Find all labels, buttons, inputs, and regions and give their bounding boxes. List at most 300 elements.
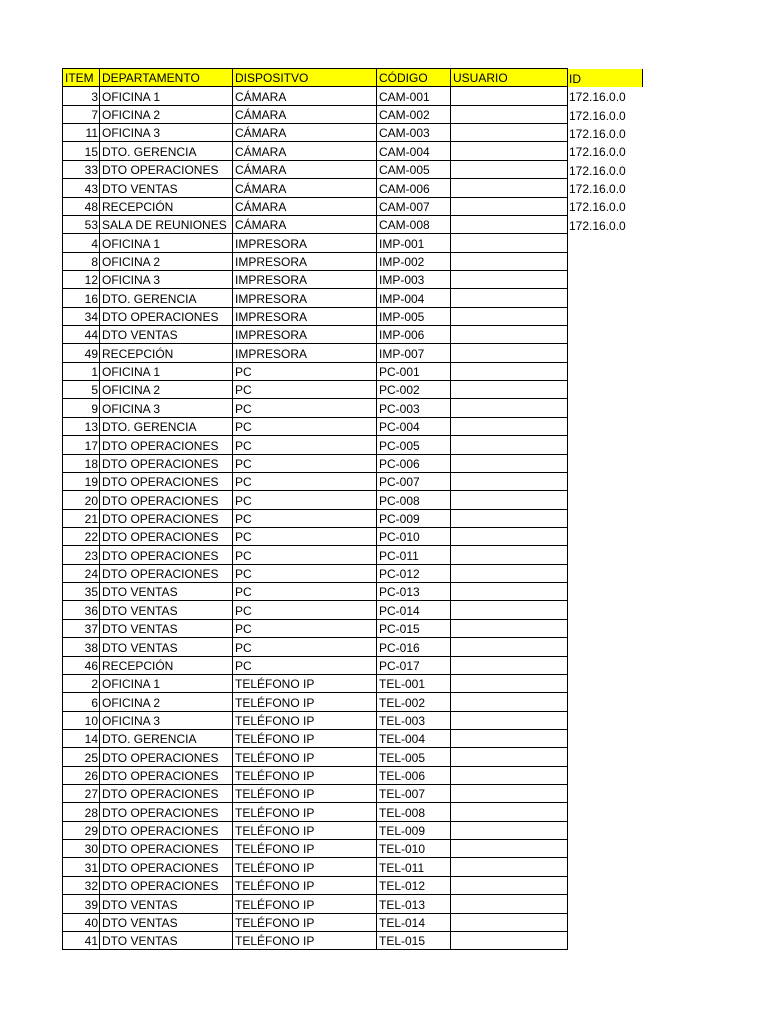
cell-item[interactable]: 2	[63, 674, 100, 692]
cell-id[interactable]	[568, 729, 643, 747]
cell-id[interactable]	[568, 472, 643, 490]
cell-usuario[interactable]	[451, 564, 568, 582]
cell-id[interactable]: 172.16.0.0	[568, 215, 643, 233]
cell-dispositivo[interactable]: TELÉFONO IP	[233, 711, 377, 729]
cell-dispositivo[interactable]: CÁMARA	[233, 105, 377, 123]
cell-usuario[interactable]	[451, 234, 568, 252]
cell-codigo[interactable]: IMP-001	[377, 234, 451, 252]
cell-codigo[interactable]: TEL-013	[377, 895, 451, 913]
cell-usuario[interactable]	[451, 729, 568, 747]
cell-dispositivo[interactable]: IMPRESORA	[233, 270, 377, 288]
cell-codigo[interactable]: TEL-012	[377, 876, 451, 894]
cell-id[interactable]	[568, 913, 643, 931]
cell-codigo[interactable]: TEL-009	[377, 821, 451, 839]
cell-codigo[interactable]: CAM-004	[377, 142, 451, 160]
cell-usuario[interactable]	[451, 124, 568, 142]
cell-dispositivo[interactable]: PC	[233, 436, 377, 454]
header-id[interactable]: ID	[568, 69, 643, 87]
cell-usuario[interactable]	[451, 638, 568, 656]
cell-usuario[interactable]	[451, 840, 568, 858]
cell-id[interactable]	[568, 362, 643, 380]
cell-dispositivo[interactable]: PC	[233, 601, 377, 619]
cell-usuario[interactable]	[451, 527, 568, 545]
cell-departamento[interactable]: DTO OPERACIONES	[100, 858, 233, 876]
cell-id[interactable]	[568, 307, 643, 325]
cell-codigo[interactable]: CAM-006	[377, 179, 451, 197]
cell-id[interactable]	[568, 840, 643, 858]
cell-dispositivo[interactable]: PC	[233, 472, 377, 490]
cell-usuario[interactable]	[451, 197, 568, 215]
cell-codigo[interactable]: TEL-007	[377, 785, 451, 803]
cell-departamento[interactable]: DTO VENTAS	[100, 638, 233, 656]
cell-codigo[interactable]: PC-002	[377, 381, 451, 399]
cell-id[interactable]: 172.16.0.0	[568, 105, 643, 123]
cell-codigo[interactable]: CAM-008	[377, 215, 451, 233]
cell-codigo[interactable]: TEL-014	[377, 913, 451, 931]
cell-item[interactable]: 1	[63, 362, 100, 380]
table-row	[63, 326, 643, 344]
cell-departamento[interactable]: OFICINA 1	[100, 674, 233, 692]
cell-departamento[interactable]: DTO. GERENCIA	[100, 417, 233, 435]
cell-usuario[interactable]	[451, 270, 568, 288]
cell-dispositivo[interactable]: IMPRESORA	[233, 252, 377, 270]
cell-usuario[interactable]	[451, 454, 568, 472]
cell-usuario[interactable]	[451, 307, 568, 325]
cell-item[interactable]: 12	[63, 270, 100, 288]
cell-departamento[interactable]: DTO OPERACIONES	[100, 160, 233, 178]
cell-usuario[interactable]	[451, 895, 568, 913]
table-row	[63, 234, 643, 252]
cell-item[interactable]: 5	[63, 381, 100, 399]
cell-departamento[interactable]: SALA DE REUNIONES	[100, 215, 233, 233]
cell-usuario[interactable]	[451, 362, 568, 380]
cell-item[interactable]: 15	[63, 142, 100, 160]
cell-codigo[interactable]: IMP-005	[377, 307, 451, 325]
cell-usuario[interactable]	[451, 252, 568, 270]
cell-usuario[interactable]	[451, 344, 568, 362]
cell-id[interactable]	[568, 601, 643, 619]
cell-codigo[interactable]: PC-001	[377, 362, 451, 380]
table-row	[63, 656, 643, 674]
cell-id[interactable]	[568, 344, 643, 362]
cell-id[interactable]: 172.16.0.0	[568, 124, 643, 142]
cell-item[interactable]: 20	[63, 491, 100, 509]
cell-usuario[interactable]	[451, 913, 568, 931]
cell-dispositivo[interactable]: TELÉFONO IP	[233, 895, 377, 913]
cell-usuario[interactable]	[451, 693, 568, 711]
cell-id[interactable]	[568, 546, 643, 564]
cell-dispositivo[interactable]: TELÉFONO IP	[233, 803, 377, 821]
cell-dispositivo[interactable]: TELÉFONO IP	[233, 674, 377, 692]
cell-dispositivo[interactable]: CÁMARA	[233, 160, 377, 178]
cell-dispositivo[interactable]: PC	[233, 417, 377, 435]
cell-item[interactable]: 33	[63, 160, 100, 178]
cell-departamento[interactable]: OFICINA 1	[100, 362, 233, 380]
cell-codigo[interactable]: PC-006	[377, 454, 451, 472]
cell-usuario[interactable]	[451, 289, 568, 307]
cell-id[interactable]: 172.16.0.0	[568, 142, 643, 160]
cell-departamento[interactable]: DTO OPERACIONES	[100, 436, 233, 454]
cell-dispositivo[interactable]: TELÉFONO IP	[233, 931, 377, 949]
cell-departamento[interactable]: DTO OPERACIONES	[100, 472, 233, 490]
table-row	[63, 87, 643, 105]
cell-item[interactable]: 27	[63, 785, 100, 803]
cell-usuario[interactable]	[451, 179, 568, 197]
cell-usuario[interactable]	[451, 436, 568, 454]
cell-id[interactable]: 172.16.0.0	[568, 197, 643, 215]
cell-codigo[interactable]: PC-017	[377, 656, 451, 674]
cell-item[interactable]: 48	[63, 197, 100, 215]
cell-dispositivo[interactable]: TELÉFONO IP	[233, 766, 377, 784]
cell-codigo[interactable]: IMP-007	[377, 344, 451, 362]
header-departamento[interactable]: DEPARTAMENTO	[100, 69, 233, 87]
cell-usuario[interactable]	[451, 417, 568, 435]
cell-departamento[interactable]: DTO OPERACIONES	[100, 509, 233, 527]
cell-item[interactable]: 36	[63, 601, 100, 619]
cell-departamento[interactable]: DTO. GERENCIA	[100, 729, 233, 747]
cell-departamento[interactable]: OFICINA 2	[100, 693, 233, 711]
cell-departamento[interactable]: DTO OPERACIONES	[100, 454, 233, 472]
cell-item[interactable]: 35	[63, 583, 100, 601]
cell-item[interactable]: 41	[63, 931, 100, 949]
cell-codigo[interactable]: PC-004	[377, 417, 451, 435]
cell-usuario[interactable]	[451, 931, 568, 949]
cell-item[interactable]: 14	[63, 729, 100, 747]
cell-departamento[interactable]: OFICINA 3	[100, 270, 233, 288]
cell-id[interactable]	[568, 234, 643, 252]
cell-dispositivo[interactable]: IMPRESORA	[233, 234, 377, 252]
cell-departamento[interactable]: DTO OPERACIONES	[100, 766, 233, 784]
cell-id[interactable]	[568, 638, 643, 656]
cell-codigo[interactable]: IMP-006	[377, 326, 451, 344]
cell-departamento[interactable]: OFICINA 3	[100, 399, 233, 417]
cell-departamento[interactable]: DTO VENTAS	[100, 913, 233, 931]
cell-codigo[interactable]: PC-007	[377, 472, 451, 490]
cell-usuario[interactable]	[451, 399, 568, 417]
cell-codigo[interactable]: TEL-004	[377, 729, 451, 747]
cell-departamento[interactable]: DTO. GERENCIA	[100, 142, 233, 160]
cell-item[interactable]: 32	[63, 876, 100, 894]
cell-id[interactable]	[568, 748, 643, 766]
cell-item[interactable]: 46	[63, 656, 100, 674]
cell-item[interactable]: 53	[63, 215, 100, 233]
cell-usuario[interactable]	[451, 711, 568, 729]
cell-codigo[interactable]: TEL-005	[377, 748, 451, 766]
cell-usuario[interactable]	[451, 509, 568, 527]
cell-item[interactable]: 40	[63, 913, 100, 931]
cell-item[interactable]: 49	[63, 344, 100, 362]
table-row	[63, 472, 643, 490]
cell-dispositivo[interactable]: PC	[233, 399, 377, 417]
cell-departamento[interactable]: OFICINA 2	[100, 105, 233, 123]
cell-dispositivo[interactable]: PC	[233, 527, 377, 545]
cell-departamento[interactable]: OFICINA 1	[100, 87, 233, 105]
cell-departamento[interactable]: OFICINA 3	[100, 124, 233, 142]
cell-item[interactable]: 7	[63, 105, 100, 123]
cell-id[interactable]	[568, 656, 643, 674]
cell-id[interactable]	[568, 252, 643, 270]
cell-dispositivo[interactable]: PC	[233, 546, 377, 564]
cell-item[interactable]: 29	[63, 821, 100, 839]
cell-dispositivo[interactable]: PC	[233, 454, 377, 472]
cell-dispositivo[interactable]: TELÉFONO IP	[233, 858, 377, 876]
cell-item[interactable]: 39	[63, 895, 100, 913]
cell-id[interactable]	[568, 381, 643, 399]
cell-id[interactable]	[568, 711, 643, 729]
cell-usuario[interactable]	[451, 656, 568, 674]
cell-item[interactable]: 31	[63, 858, 100, 876]
cell-codigo[interactable]: PC-014	[377, 601, 451, 619]
cell-departamento[interactable]: DTO OPERACIONES	[100, 491, 233, 509]
cell-dispositivo[interactable]: PC	[233, 362, 377, 380]
cell-departamento[interactable]: DTO OPERACIONES	[100, 876, 233, 894]
table-row	[63, 179, 643, 197]
cell-departamento[interactable]: DTO VENTAS	[100, 895, 233, 913]
cell-id[interactable]	[568, 289, 643, 307]
cell-id[interactable]	[568, 454, 643, 472]
cell-usuario[interactable]	[451, 803, 568, 821]
cell-id[interactable]	[568, 417, 643, 435]
cell-dispositivo[interactable]: TELÉFONO IP	[233, 785, 377, 803]
cell-item[interactable]: 16	[63, 289, 100, 307]
cell-item[interactable]: 13	[63, 417, 100, 435]
cell-dispositivo[interactable]: PC	[233, 656, 377, 674]
cell-departamento[interactable]: DTO VENTAS	[100, 583, 233, 601]
cell-dispositivo[interactable]: CÁMARA	[233, 179, 377, 197]
cell-id[interactable]	[568, 766, 643, 784]
cell-codigo[interactable]: PC-012	[377, 564, 451, 582]
cell-id[interactable]	[568, 326, 643, 344]
cell-id[interactable]: 172.16.0.0	[568, 87, 643, 105]
cell-departamento[interactable]: DTO. GERENCIA	[100, 289, 233, 307]
cell-usuario[interactable]	[451, 748, 568, 766]
cell-codigo[interactable]: TEL-011	[377, 858, 451, 876]
header-dispositivo[interactable]: DISPOSITVO	[233, 69, 377, 87]
cell-id[interactable]	[568, 436, 643, 454]
cell-item[interactable]: 6	[63, 693, 100, 711]
cell-departamento[interactable]: DTO VENTAS	[100, 931, 233, 949]
cell-item[interactable]: 34	[63, 307, 100, 325]
cell-departamento[interactable]: DTO VENTAS	[100, 179, 233, 197]
cell-dispositivo[interactable]: PC	[233, 583, 377, 601]
cell-id[interactable]	[568, 785, 643, 803]
cell-departamento[interactable]: DTO OPERACIONES	[100, 803, 233, 821]
table-row	[63, 270, 643, 288]
cell-departamento[interactable]: OFICINA 2	[100, 252, 233, 270]
cell-id[interactable]	[568, 693, 643, 711]
cell-codigo[interactable]: PC-011	[377, 546, 451, 564]
cell-departamento[interactable]: DTO OPERACIONES	[100, 307, 233, 325]
cell-id[interactable]	[568, 674, 643, 692]
cell-item[interactable]: 18	[63, 454, 100, 472]
cell-item[interactable]: 8	[63, 252, 100, 270]
cell-id[interactable]	[568, 931, 643, 949]
cell-departamento[interactable]: DTO OPERACIONES	[100, 821, 233, 839]
cell-codigo[interactable]: PC-010	[377, 527, 451, 545]
cell-codigo[interactable]: TEL-015	[377, 931, 451, 949]
cell-usuario[interactable]	[451, 87, 568, 105]
cell-codigo[interactable]: CAM-002	[377, 105, 451, 123]
cell-codigo[interactable]: TEL-006	[377, 766, 451, 784]
cell-item[interactable]: 24	[63, 564, 100, 582]
table-row	[63, 895, 643, 913]
cell-departamento[interactable]: DTO VENTAS	[100, 326, 233, 344]
cell-codigo[interactable]: CAM-003	[377, 124, 451, 142]
cell-id[interactable]	[568, 527, 643, 545]
cell-id[interactable]	[568, 803, 643, 821]
cell-usuario[interactable]	[451, 215, 568, 233]
cell-usuario[interactable]	[451, 142, 568, 160]
cell-item[interactable]: 28	[63, 803, 100, 821]
cell-usuario[interactable]	[451, 160, 568, 178]
cell-departamento[interactable]: DTO VENTAS	[100, 601, 233, 619]
table-row	[63, 876, 643, 894]
cell-departamento[interactable]: DTO OPERACIONES	[100, 564, 233, 582]
cell-codigo[interactable]: TEL-003	[377, 711, 451, 729]
cell-item[interactable]: 30	[63, 840, 100, 858]
cell-id[interactable]	[568, 858, 643, 876]
header-codigo[interactable]: CÓDIGO	[377, 69, 451, 87]
cell-departamento[interactable]: DTO VENTAS	[100, 619, 233, 637]
cell-item[interactable]: 22	[63, 527, 100, 545]
cell-dispositivo[interactable]: IMPRESORA	[233, 344, 377, 362]
cell-usuario[interactable]	[451, 858, 568, 876]
cell-item[interactable]: 19	[63, 472, 100, 490]
cell-dispositivo[interactable]: PC	[233, 491, 377, 509]
cell-codigo[interactable]: PC-009	[377, 509, 451, 527]
cell-codigo[interactable]: IMP-003	[377, 270, 451, 288]
cell-departamento[interactable]: OFICINA 1	[100, 234, 233, 252]
cell-item[interactable]: 38	[63, 638, 100, 656]
cell-dispositivo[interactable]: PC	[233, 509, 377, 527]
cell-id[interactable]: 172.16.0.0	[568, 160, 643, 178]
cell-item[interactable]: 26	[63, 766, 100, 784]
cell-usuario[interactable]	[451, 601, 568, 619]
cell-departamento[interactable]: DTO OPERACIONES	[100, 546, 233, 564]
cell-usuario[interactable]	[451, 785, 568, 803]
cell-departamento[interactable]: DTO OPERACIONES	[100, 748, 233, 766]
cell-dispositivo[interactable]: CÁMARA	[233, 142, 377, 160]
cell-codigo[interactable]: PC-003	[377, 399, 451, 417]
cell-dispositivo[interactable]: TELÉFONO IP	[233, 693, 377, 711]
cell-item[interactable]: 10	[63, 711, 100, 729]
cell-item[interactable]: 11	[63, 124, 100, 142]
cell-usuario[interactable]	[451, 381, 568, 399]
cell-usuario[interactable]	[451, 583, 568, 601]
cell-departamento[interactable]: OFICINA 2	[100, 381, 233, 399]
cell-item[interactable]: 44	[63, 326, 100, 344]
cell-item[interactable]: 9	[63, 399, 100, 417]
cell-departamento[interactable]: RECEPCIÓN	[100, 656, 233, 674]
cell-codigo[interactable]: TEL-001	[377, 674, 451, 692]
cell-id[interactable]	[568, 399, 643, 417]
cell-dispositivo[interactable]: TELÉFONO IP	[233, 821, 377, 839]
cell-dispositivo[interactable]: PC	[233, 619, 377, 637]
cell-codigo[interactable]: PC-015	[377, 619, 451, 637]
cell-departamento[interactable]: OFICINA 3	[100, 711, 233, 729]
cell-id[interactable]	[568, 270, 643, 288]
cell-codigo[interactable]: CAM-005	[377, 160, 451, 178]
cell-id[interactable]	[568, 583, 643, 601]
cell-usuario[interactable]	[451, 766, 568, 784]
cell-usuario[interactable]	[451, 105, 568, 123]
cell-item[interactable]: 3	[63, 87, 100, 105]
cell-departamento[interactable]: DTO OPERACIONES	[100, 785, 233, 803]
cell-dispositivo[interactable]: TELÉFONO IP	[233, 876, 377, 894]
cell-codigo[interactable]: IMP-004	[377, 289, 451, 307]
cell-dispositivo[interactable]: TELÉFONO IP	[233, 840, 377, 858]
table-row	[63, 362, 643, 380]
cell-item[interactable]: 37	[63, 619, 100, 637]
cell-departamento[interactable]: DTO OPERACIONES	[100, 840, 233, 858]
cell-item[interactable]: 17	[63, 436, 100, 454]
cell-usuario[interactable]	[451, 876, 568, 894]
cell-item[interactable]: 43	[63, 179, 100, 197]
cell-departamento[interactable]: DTO OPERACIONES	[100, 527, 233, 545]
table-row	[63, 105, 643, 123]
cell-dispositivo[interactable]: PC	[233, 638, 377, 656]
cell-dispositivo[interactable]: CÁMARA	[233, 124, 377, 142]
cell-id[interactable]	[568, 564, 643, 582]
cell-id[interactable]	[568, 619, 643, 637]
header-item[interactable]: ITEM	[63, 69, 100, 87]
cell-usuario[interactable]	[451, 619, 568, 637]
cell-item[interactable]: 21	[63, 509, 100, 527]
cell-usuario[interactable]	[451, 326, 568, 344]
cell-dispositivo[interactable]: TELÉFONO IP	[233, 913, 377, 931]
cell-codigo[interactable]: CAM-007	[377, 197, 451, 215]
cell-usuario[interactable]	[451, 546, 568, 564]
cell-dispositivo[interactable]: CÁMARA	[233, 197, 377, 215]
cell-id[interactable]	[568, 876, 643, 894]
cell-usuario[interactable]	[451, 491, 568, 509]
cell-dispositivo[interactable]: PC	[233, 381, 377, 399]
cell-dispositivo[interactable]: PC	[233, 564, 377, 582]
cell-dispositivo[interactable]: IMPRESORA	[233, 289, 377, 307]
cell-codigo[interactable]: IMP-002	[377, 252, 451, 270]
cell-dispositivo[interactable]: TELÉFONO IP	[233, 748, 377, 766]
cell-dispositivo[interactable]: TELÉFONO IP	[233, 729, 377, 747]
header-usuario[interactable]: USUARIO	[451, 69, 568, 87]
cell-dispositivo[interactable]: IMPRESORA	[233, 326, 377, 344]
cell-id[interactable]: 172.16.0.0	[568, 179, 643, 197]
cell-dispositivo[interactable]: IMPRESORA	[233, 307, 377, 325]
cell-codigo[interactable]: CAM-001	[377, 87, 451, 105]
cell-usuario[interactable]	[451, 674, 568, 692]
cell-departamento[interactable]: RECEPCIÓN	[100, 197, 233, 215]
cell-codigo[interactable]: PC-005	[377, 436, 451, 454]
cell-usuario[interactable]	[451, 821, 568, 839]
cell-departamento[interactable]: RECEPCIÓN	[100, 344, 233, 362]
cell-id[interactable]	[568, 509, 643, 527]
cell-dispositivo[interactable]: CÁMARA	[233, 215, 377, 233]
cell-codigo[interactable]: PC-008	[377, 491, 451, 509]
cell-codigo[interactable]: TEL-002	[377, 693, 451, 711]
table-row	[63, 858, 643, 876]
cell-codigo[interactable]: TEL-008	[377, 803, 451, 821]
cell-dispositivo[interactable]: CÁMARA	[233, 87, 377, 105]
cell-id[interactable]	[568, 895, 643, 913]
cell-codigo[interactable]: PC-013	[377, 583, 451, 601]
cell-item[interactable]: 4	[63, 234, 100, 252]
cell-usuario[interactable]	[451, 472, 568, 490]
cell-item[interactable]: 25	[63, 748, 100, 766]
cell-codigo[interactable]: TEL-010	[377, 840, 451, 858]
cell-id[interactable]	[568, 821, 643, 839]
cell-id[interactable]	[568, 491, 643, 509]
cell-item[interactable]: 23	[63, 546, 100, 564]
cell-codigo[interactable]: PC-016	[377, 638, 451, 656]
